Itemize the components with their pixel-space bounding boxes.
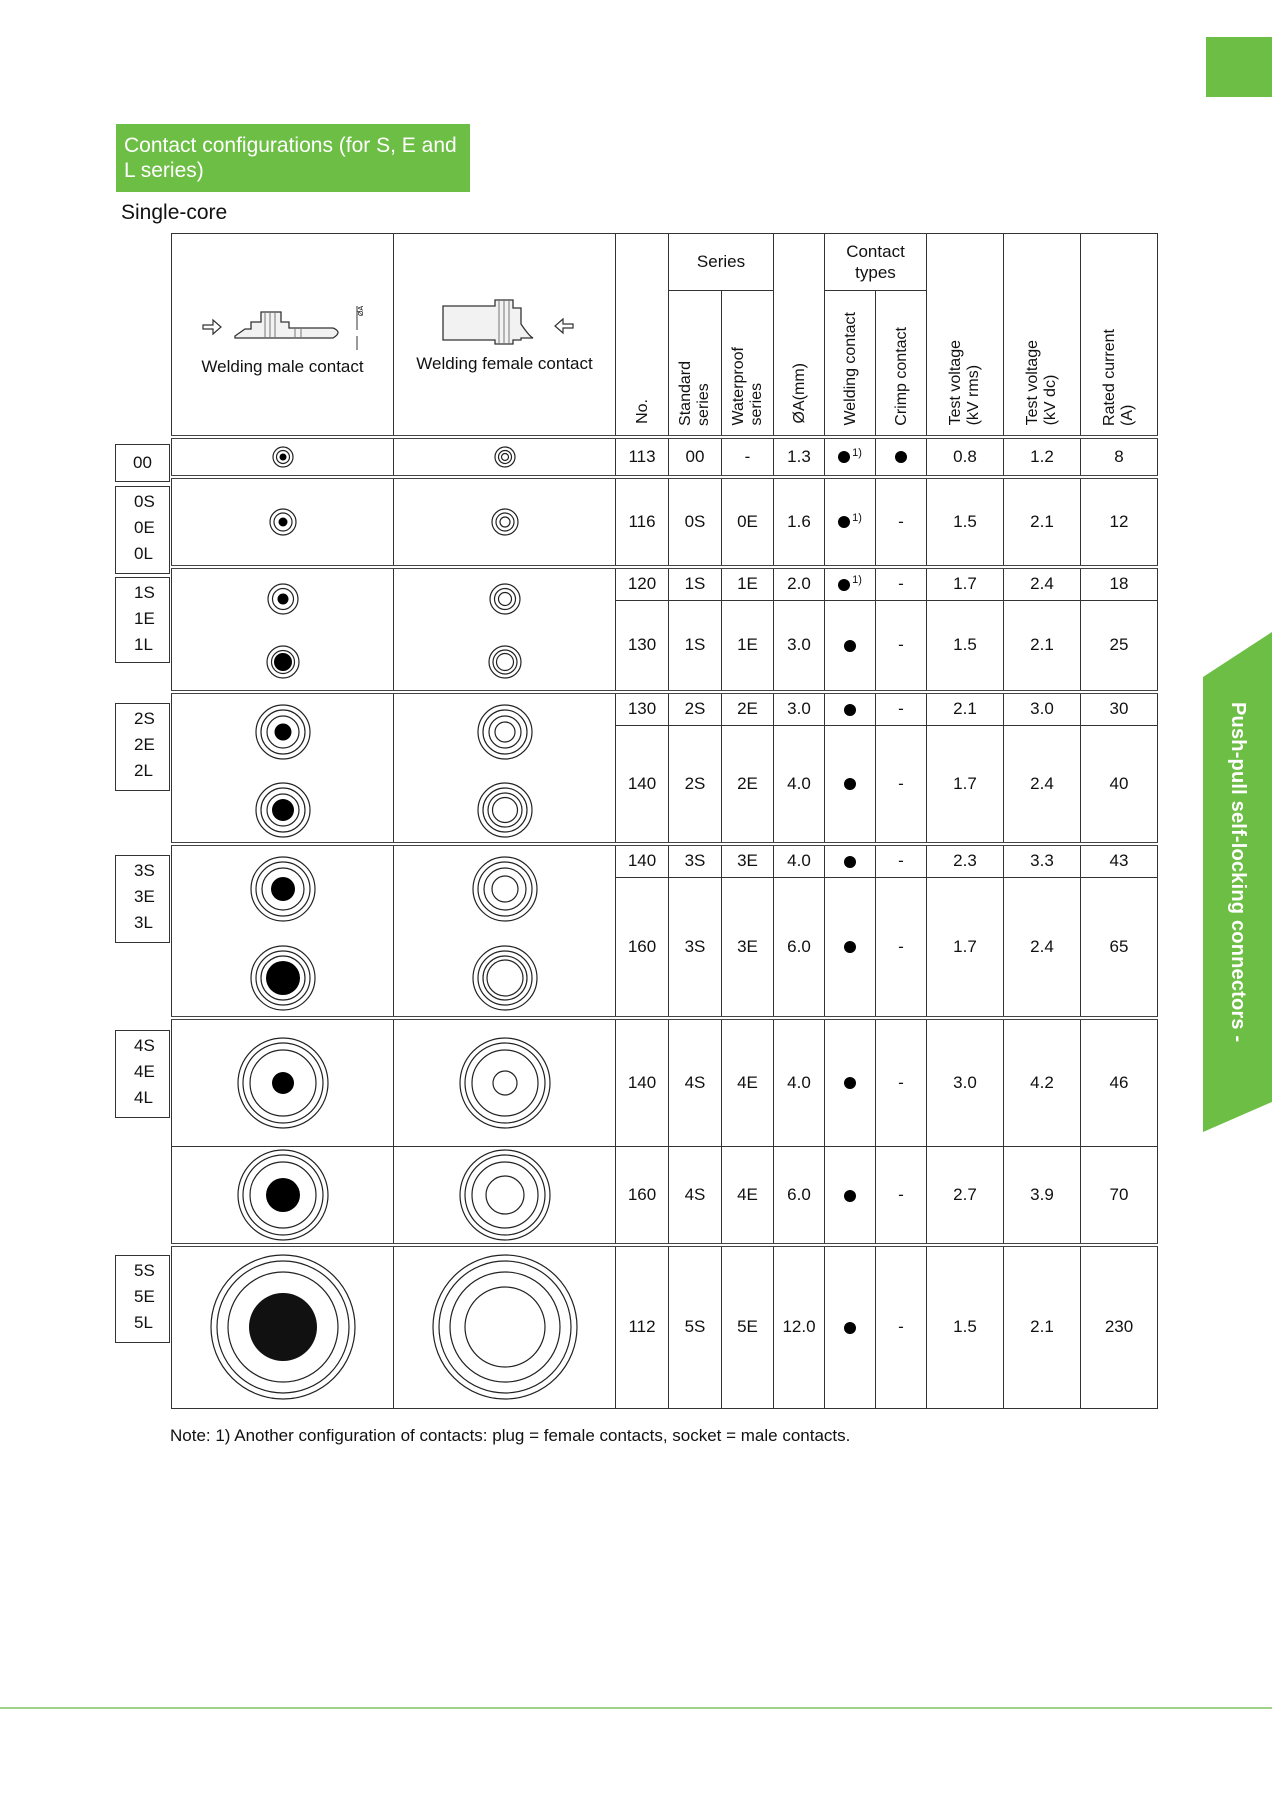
footnote: Note: 1) Another configuration of contacts: plug = female contacts, socket = male contacts.	[170, 1426, 851, 1445]
male-diagram	[172, 567, 394, 692]
cell-crimp	[876, 437, 927, 477]
table-cell: 6.0	[774, 1147, 825, 1246]
table-cell: -	[876, 477, 927, 567]
table-cell: 230	[1081, 1245, 1158, 1408]
table-cell: 2.4	[1004, 726, 1081, 844]
table-cell: 46	[1081, 1018, 1158, 1147]
table-cell: 4S	[669, 1018, 722, 1147]
male-diagram	[172, 844, 394, 1018]
male-diagram	[172, 692, 394, 844]
subheading: Single-core	[121, 201, 228, 224]
table-cell: 4E	[722, 1018, 774, 1147]
female-diagram	[394, 692, 616, 844]
table-cell: 4.0	[774, 844, 825, 878]
diameter-header: ØA(mm)	[774, 234, 825, 437]
table-cell: -	[876, 1147, 927, 1246]
table-cell: 3.0	[774, 692, 825, 726]
table-cell: 2.1	[927, 692, 1004, 726]
male-header	[172, 234, 394, 437]
table-cell	[825, 692, 876, 726]
table-cell: 3.9	[1004, 1147, 1081, 1246]
male-contact-drawing	[183, 292, 383, 352]
table-cell: 116	[616, 477, 669, 567]
table-cell	[825, 878, 876, 1018]
table-row	[172, 1018, 1158, 1147]
table-cell: 30	[1081, 692, 1158, 726]
section-title: Contact configurations (for S, E and L series)	[116, 124, 470, 192]
crimp-contact-header: Crimp contact	[876, 291, 927, 437]
table-cell: 112	[616, 1245, 669, 1408]
table-cell: 2.4	[1004, 567, 1081, 601]
top-color-tab	[1206, 37, 1272, 97]
group-code-5: 5S 5E 5L	[115, 1255, 170, 1343]
table-cell: 2S	[669, 726, 722, 844]
table-cell: 40	[1081, 726, 1158, 844]
cell-dc: 1.2	[1004, 437, 1081, 477]
female-contact-drawing	[405, 294, 605, 349]
table-cell: 1S	[669, 567, 722, 601]
table-cell: 3.3	[1004, 844, 1081, 878]
series-header: Series	[669, 234, 774, 291]
table-cell: 0E	[722, 477, 774, 567]
table-cell: 130	[616, 692, 669, 726]
female-diagram	[394, 1018, 616, 1147]
table-cell: 1E	[722, 601, 774, 692]
table-cell: 2.1	[1004, 477, 1081, 567]
table-cell: 1.7	[927, 878, 1004, 1018]
male-header-label: Welding male contact	[201, 356, 364, 376]
table-row	[172, 477, 1158, 567]
table-cell: 160	[616, 1147, 669, 1246]
table-cell: -	[876, 567, 927, 601]
cell-welding: 1)	[825, 437, 876, 477]
female-diagram	[394, 844, 616, 1018]
cell-standard: 00	[669, 437, 722, 477]
test-voltage-rms-header: Test voltage (kV rms)	[927, 234, 1004, 437]
table-cell: 1.7	[927, 567, 1004, 601]
cell-amp: 8	[1081, 437, 1158, 477]
table-cell: -	[876, 1245, 927, 1408]
table-cell: 70	[1081, 1147, 1158, 1246]
female-diagram	[394, 1245, 616, 1408]
table-cell: -	[876, 878, 927, 1018]
welding-contact-header: Welding contact	[825, 291, 876, 437]
table-cell: 1.5	[927, 1245, 1004, 1408]
group-code-2: 2S 2E 2L	[115, 703, 170, 791]
contact-types-header: Contact types	[825, 234, 927, 291]
table-cell: 6.0	[774, 878, 825, 1018]
table-cell: 12	[1081, 477, 1158, 567]
table-row	[172, 692, 1158, 726]
table-cell: 43	[1081, 844, 1158, 878]
female-diagram	[394, 477, 616, 567]
no-header: No.	[616, 234, 669, 437]
standard-series-header: Standard series	[669, 291, 722, 437]
table-cell: 3S	[669, 878, 722, 1018]
bottom-rule	[0, 1707, 1272, 1709]
female-header-label: Welding female contact	[416, 354, 593, 374]
cell-diameter: 1.3	[774, 437, 825, 477]
table-row	[172, 1147, 1158, 1246]
table-cell: 0S	[669, 477, 722, 567]
table-row	[172, 844, 1158, 878]
table-cell: 1E	[722, 567, 774, 601]
side-tab-label: Push-pull self-locking connectors -	[1227, 702, 1249, 1043]
table-cell: 1)	[825, 567, 876, 601]
table-cell: 2.7	[927, 1147, 1004, 1246]
table-cell: 2E	[722, 692, 774, 726]
table-cell: -	[876, 844, 927, 878]
table-cell: 140	[616, 726, 669, 844]
table-cell: 1.5	[927, 477, 1004, 567]
table-cell: 2S	[669, 692, 722, 726]
group-code-3: 3S 3E 3L	[115, 855, 170, 943]
table-cell: 140	[616, 844, 669, 878]
table-cell: 2.0	[774, 567, 825, 601]
table-cell: 2.1	[1004, 1245, 1081, 1408]
cell-no: 113	[616, 437, 669, 477]
table-cell: 4S	[669, 1147, 722, 1246]
female-diagram	[394, 567, 616, 692]
cell-rms: 0.8	[927, 437, 1004, 477]
contact-spec-table	[171, 233, 1158, 1409]
table-cell: -	[876, 601, 927, 692]
table-row	[172, 567, 1158, 601]
table-cell: 2.3	[927, 844, 1004, 878]
table-cell: 4E	[722, 1147, 774, 1246]
table-cell: 25	[1081, 601, 1158, 692]
table-cell: 130	[616, 601, 669, 692]
table-cell: 2E	[722, 726, 774, 844]
table-cell: 3E	[722, 878, 774, 1018]
group-code-0: 0S 0E 0L	[115, 486, 170, 574]
table-cell: 3.0	[774, 601, 825, 692]
table-cell: 65	[1081, 878, 1158, 1018]
table-cell: 1.7	[927, 726, 1004, 844]
table-cell	[825, 1245, 876, 1408]
table-cell: 3.0	[1004, 692, 1081, 726]
table-cell: 2.4	[1004, 878, 1081, 1018]
test-voltage-dc-header: Test voltage (kV dc)	[1004, 234, 1081, 437]
cell-waterproof: -	[722, 437, 774, 477]
table-cell: 2.1	[1004, 601, 1081, 692]
group-code-1: 1S 1E 1L	[115, 577, 170, 663]
table-cell	[825, 726, 876, 844]
table-cell: -	[876, 726, 927, 844]
table-cell: 1.6	[774, 477, 825, 567]
male-diagram	[172, 1147, 394, 1246]
table-cell: 4.0	[774, 1018, 825, 1147]
table-cell: 3.0	[927, 1018, 1004, 1147]
table-cell	[825, 1147, 876, 1246]
table-cell	[825, 844, 876, 878]
table-cell: 1S	[669, 601, 722, 692]
rated-current-header: Rated current (A)	[1081, 234, 1158, 437]
waterproof-series-header: Waterproof series	[722, 291, 774, 437]
side-tab	[1203, 632, 1272, 1132]
table-cell: 3S	[669, 844, 722, 878]
male-diagram	[172, 1018, 394, 1147]
male-diagram	[172, 1245, 394, 1408]
table-cell: 1)	[825, 477, 876, 567]
diameter-label: ØA	[357, 305, 365, 316]
table-cell: -	[876, 1018, 927, 1147]
group-code-00: 00	[115, 444, 170, 482]
female-header	[394, 234, 616, 437]
table-row	[172, 437, 1158, 477]
group-code-4: 4S 4E 4L	[115, 1030, 170, 1118]
male-diagram	[172, 477, 394, 567]
table-cell: 18	[1081, 567, 1158, 601]
table-cell: -	[876, 692, 927, 726]
table-row	[172, 1245, 1158, 1408]
table-cell	[825, 1018, 876, 1147]
table-cell: 160	[616, 878, 669, 1018]
table-cell: 4.2	[1004, 1018, 1081, 1147]
table-cell: 4.0	[774, 726, 825, 844]
table-cell: 140	[616, 1018, 669, 1147]
table-cell: 12.0	[774, 1245, 825, 1408]
female-diagram	[394, 437, 616, 477]
table-cell: 3E	[722, 844, 774, 878]
table-cell: 5E	[722, 1245, 774, 1408]
male-diagram	[172, 437, 394, 477]
table-cell: 120	[616, 567, 669, 601]
table-cell	[825, 601, 876, 692]
table-cell: 5S	[669, 1245, 722, 1408]
table-cell: 1.5	[927, 601, 1004, 692]
female-diagram	[394, 1147, 616, 1246]
